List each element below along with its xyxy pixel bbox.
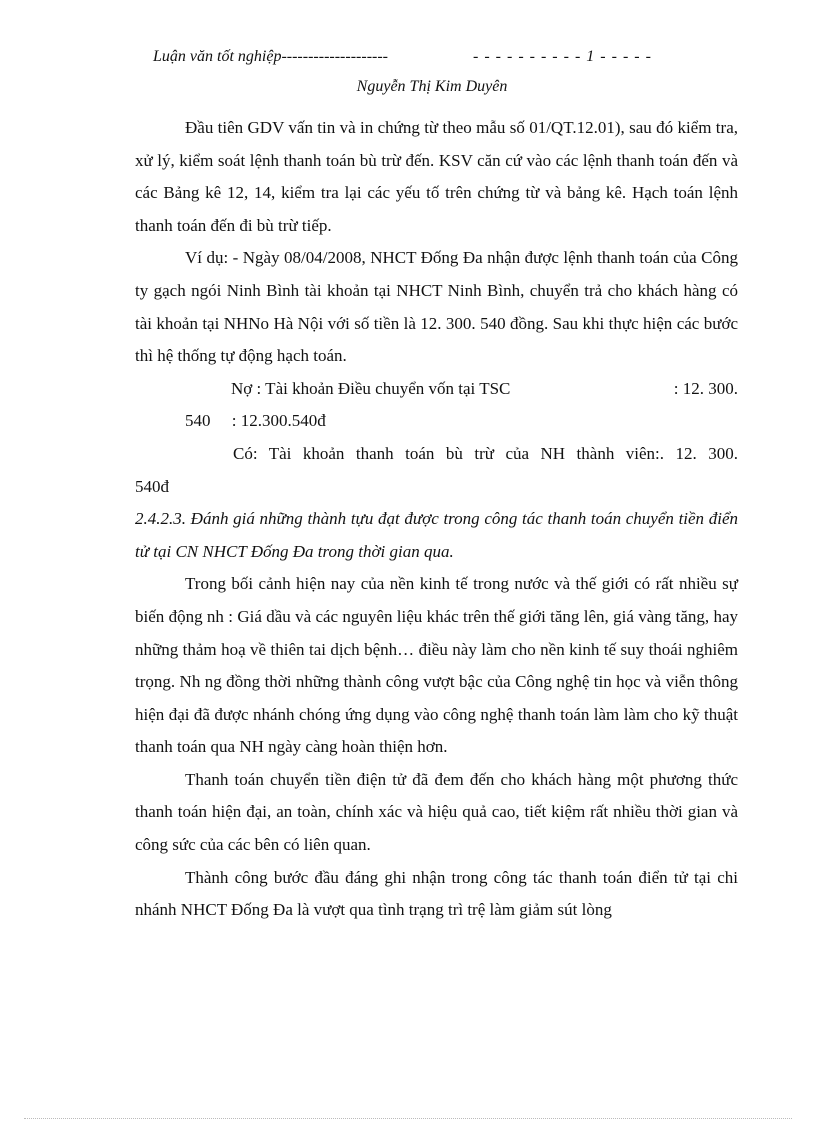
paragraph-intro: Đầu tiên GDV vấn tin và in chứng từ theo mẫu số 01/QT.12.01), sau đó kiểm tra, xử lý, kiểm soát lệnh thanh toán bù trừ đến. KSV căn cứ vào các lệnh thanh toán đến và các Bảng kê 12, 14, kiểm tra lại các yếu tố trên chứng từ và bảng kê. Hạch toán lệnh thanh toán đến đi bù trừ tiếp.	[135, 118, 738, 235]
paragraph-example: Ví dụ: - Ngày 08/04/2008, NHCT Đống Đa nhận được lệnh thanh toán của Công ty gạch ngói Ninh Bình tài khoản tại NHCT Ninh Bình, chuyển trả cho khách hàng có tài khoản tại NHNo Hà Nội với số tiền là 12. 300. 540 đồng. Sau khi thực hiện các bước thì hệ thống tự động hạch toán.	[135, 248, 738, 366]
credit-line: Có: Tài khoản thanh toán bù trừ của NH thành viên:. 12. 300.	[233, 443, 738, 463]
section-heading	[135, 503, 738, 568]
accounting-entry-credit	[135, 438, 738, 471]
credit-continuation: 540đ	[135, 476, 169, 496]
debit-continuation	[135, 405, 738, 438]
debit-cont-text: 540 : 12.300.540đ	[185, 411, 326, 431]
page-bottom-rule	[24, 1118, 792, 1119]
document-body	[135, 112, 738, 927]
debit-amount: : 12. 300.	[673, 378, 738, 398]
header-page-number: - - - - - - - - - - 1 - - - - -	[473, 48, 652, 65]
accounting-entry-debit	[135, 373, 738, 406]
paragraph-context: Trong bối cảnh hiện nay của nền kinh tế trong nước và thế giới có rất nhiều sự biến động nh : Giá dầu và các nguyên liệu khác trên thế giới tăng lên, giá vàng tăng, hay những thảm hoạ về thiên tai dịch bệnh… điều này làm cho nền kinh tế suy thoái nghiêm trọng. Nh ng đồng thời những thành công vượt bậc của Công nghệ tin học và viễn thông hiện đại đã được nhánh chóng ứng dụng vào công nghệ thanh toán làm làm cho kỹ thuật thanh toán qua NH ngày càng hoàn thiện hơn.	[135, 574, 738, 757]
section-heading-end: .	[449, 541, 454, 561]
paragraph-benefits: Thanh toán chuyển tiền điện tử đã đem đến cho khách hàng một phương thức thanh toán hiện đại, an toàn, chính xác và hiệu quả cao, tiết kiệm rất nhiều thời gian và công sức của các bên có liên quan.	[135, 769, 738, 855]
header-author: Nguyễn Thị Kim Duyên	[356, 78, 508, 95]
header-thesis-label: Luận văn tốt nghiệp--------------------	[153, 48, 388, 65]
section-heading-text: 2.4.2.3. Đánh giá những thành tựu đạt được trong công tác thanh toán chuyển tiền điển tử tại CN NHCT Đống Đa trong thời gian qua	[135, 509, 738, 561]
page-header	[153, 48, 743, 74]
debit-label: Nợ : Tài khoản Điều chuyển vốn tại TSC	[231, 378, 511, 398]
paragraph-success: Thành công bước đầu đáng ghi nhận trong công tác thanh toán điển tử tại chi nhánh NHCT Đống Đa là vượt qua tình trạng trì trệ làm giảm sút lòng	[135, 867, 738, 920]
